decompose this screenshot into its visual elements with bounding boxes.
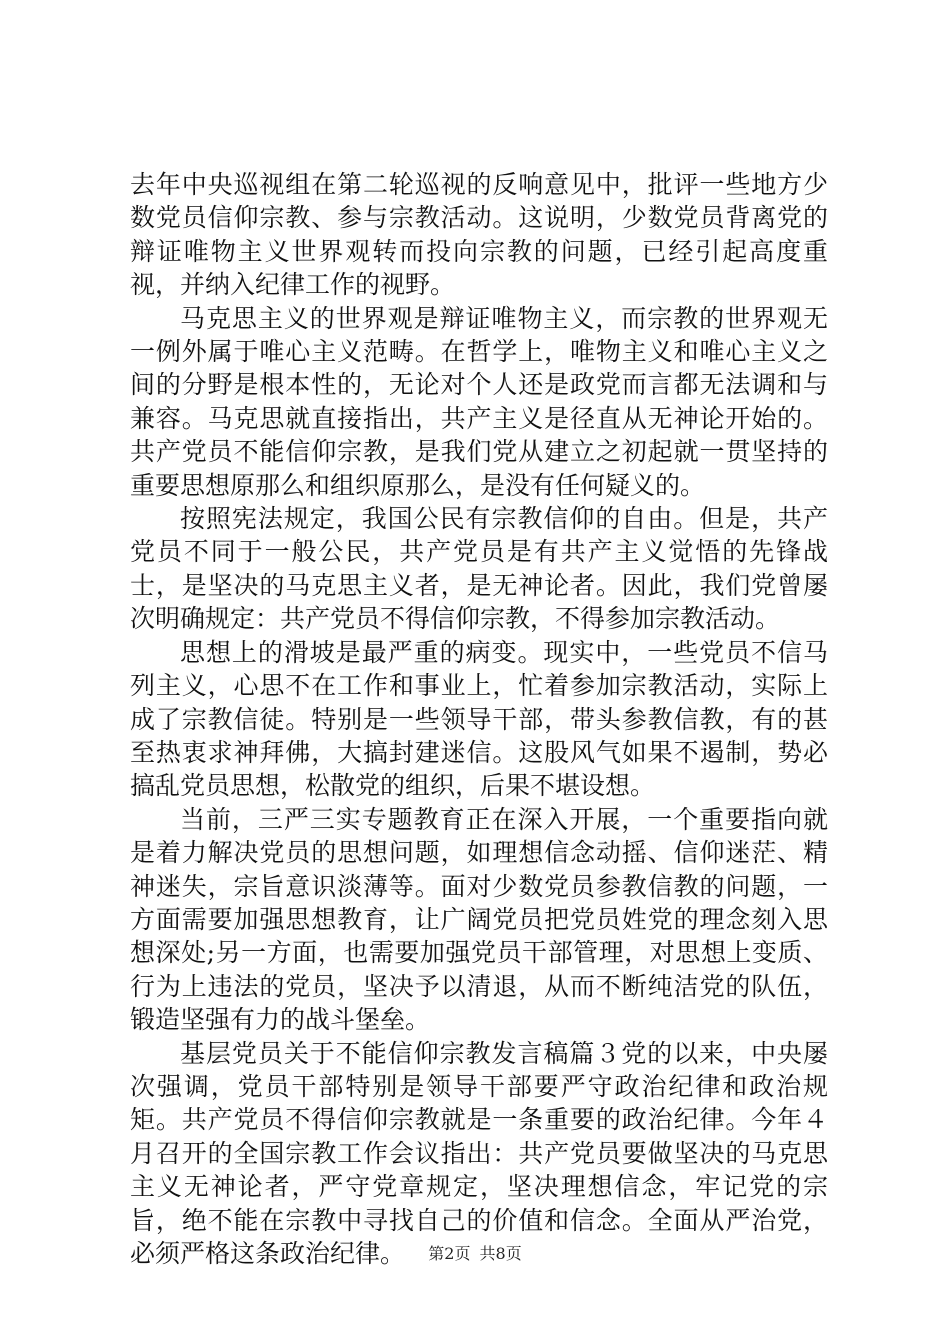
page-total: 共8页 bbox=[479, 1244, 522, 1263]
paragraph-5: 当前，三严三实专题教育正在深入开展，一个重要指向就是着力解决党员的思想问题，如理想信念动摇、信仰迷茫、精神迷失，宗旨意识淡薄等。面对少数党员参教信教的问题，一方面需要加强思想教育，让广阔党员把党员姓党的理念刻入思想深处;另一方面，也需要加强党员干部管理，对思想上变质、行为上违法的党员，坚决予以清退，从而不断纯洁党的队伍，锻造坚强有力的战斗堡垒。 bbox=[130, 804, 828, 1035]
page-footer bbox=[0, 1244, 950, 1264]
paragraph-6: 基层党员关于不能信仰宗教发言稿篇３党的以来，中央屡次强调，党员干部特别是领导干部要严守政治纪律和政治规矩。共产党员不得信仰宗教就是一条重要的政治纪律。今年４月召开的全国宗教工作会议指出：共产党员要做坚决的马克思主义无神论者，严守党章规定，坚决理想信念，牢记党的宗旨，绝不能在宗教中寻找自己的价值和信念。全面从严治党，必须严格这条政治纪律。 bbox=[130, 1038, 828, 1268]
document-body bbox=[130, 168, 828, 1270]
paragraph-3: 按照宪法规定，我国公民有宗教信仰的自由。但是，共产党员不同于一般公民，共产党员是有共产主义觉悟的先锋战士，是坚决的马克思主义者，是无神论者。因此，我们党曾屡次明确规定：共产党员不得信仰宗教，不得参加宗教活动。 bbox=[130, 504, 828, 634]
page-number: 第2页 bbox=[428, 1244, 471, 1263]
paragraph-4: 思想上的滑坡是最严重的病变。现实中，一些党员不信马列主义，心思不在工作和事业上，忙着参加宗教活动，实际上成了宗教信徒。特别是一些领导干部，带头参教信教，有的甚至热衷求神拜佛，大搞封建迷信。这股风气如果不遏制，势必搞乱党员思想，松散党的组织，后果不堪设想。 bbox=[130, 637, 828, 801]
paragraph-2: 马克思主义的世界观是辩证唯物主义，而宗教的世界观无一例外属于唯心主义范畴。在哲学上，唯物主义和唯心主义之间的分野是根本性的，无论对个人还是政党而言都无法调和与兼容。马克思就直接指出，共产主义是径直从无神论开始的。共产党员不能信仰宗教，是我们党从建立之初起就一贯坚持的重要思想原那么和组织原那么，是没有任何疑义的。 bbox=[130, 303, 828, 500]
paragraph-1: 去年中央巡视组在第二轮巡视的反响意见中，批评一些地方少数党员信仰宗教、参与宗教活动。这说明，少数党员背离党的辩证唯物主义世界观转而投向宗教的问题，已经引起高度重视，并纳入纪律工作的视野。 bbox=[130, 170, 828, 300]
